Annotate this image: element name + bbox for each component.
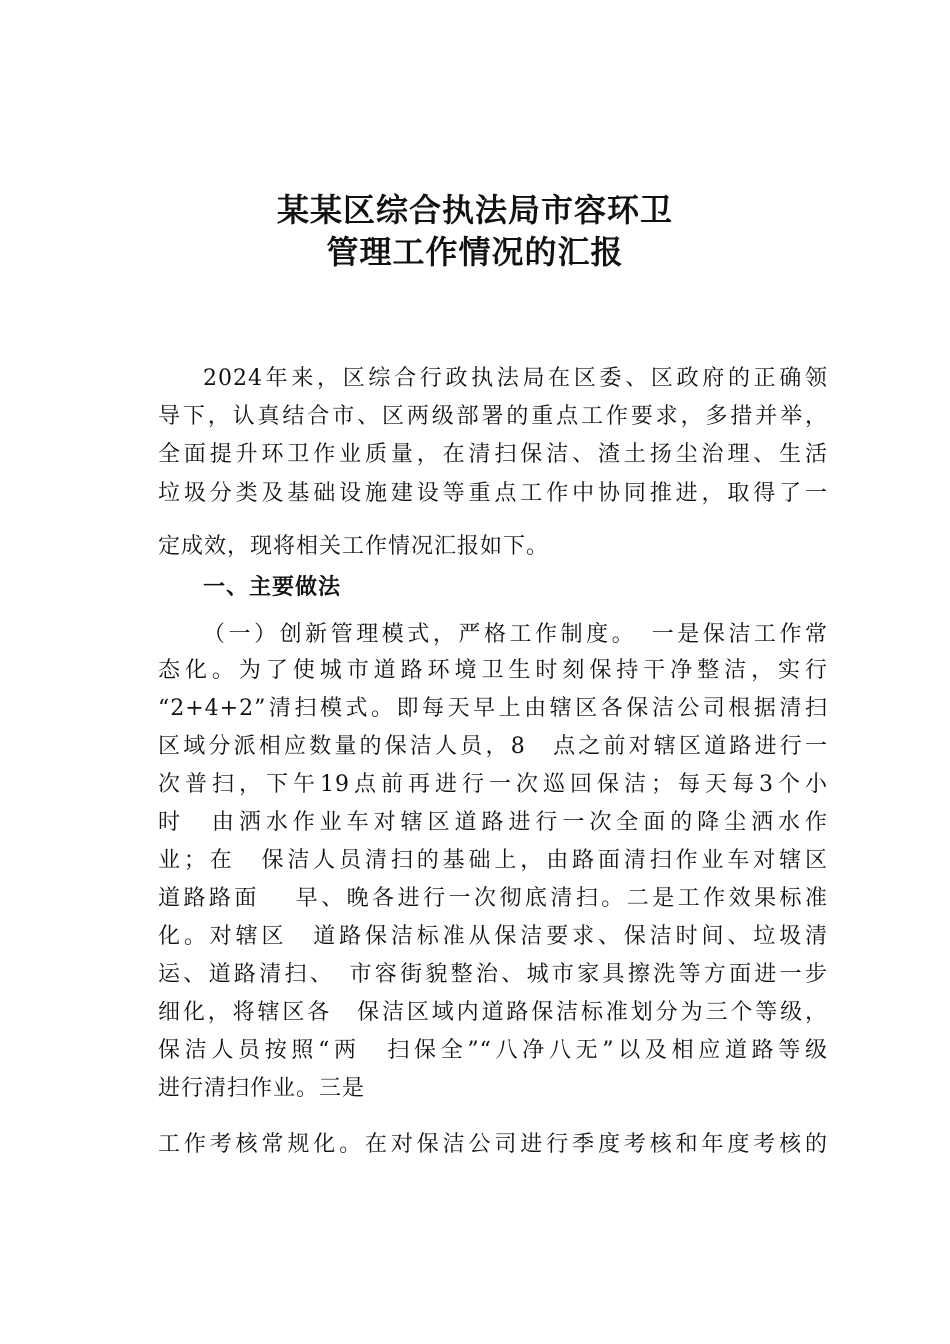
body-line-5: 次普扫，下午19点前再进行一次巡回保洁；每天每3个小	[158, 772, 828, 797]
body-line-8: 道路路面 早、晚各进行一次彻底清扫。二是工作效果标准	[158, 886, 828, 911]
intro-line-2: 导下，认真结合市、区两级部署的重点工作要求，多措并举，	[158, 404, 828, 429]
body-line-12: 保洁人员按照“两 扫保全”“八净八无”以及相应道路等级	[158, 1038, 828, 1063]
body-line-2: 态化。为了使城市道路环境卫生时刻保持干净整洁，实行	[158, 658, 828, 683]
body-line-6: 时 由洒水作业车对辖区道路进行一次全面的降尘洒水作	[158, 810, 828, 835]
intro-line-1: 2024年来，区综合行政执法局在区委、区政府的正确领	[203, 366, 828, 391]
body-line-11: 细化，将辖区各 保洁区域内道路保洁标准划分为三个等级，	[158, 1000, 828, 1025]
body-line-3: “2+4+2”清扫模式。即每天早上由辖区各保洁公司根据清扫	[158, 696, 828, 721]
document-title-line-2: 管理工作情况的汇报	[326, 233, 624, 271]
continuation-line: 工作考核常规化。在对保洁公司进行季度考核和年度考核的	[158, 1132, 828, 1157]
intro-line-4: 垃圾分类及基础设施建设等重点工作中协同推进，取得了一	[158, 481, 828, 506]
intro-line-3: 全面提升环卫作业质量，在清扫保洁、渣土扬尘治理、生活	[158, 442, 828, 467]
body-line-9: 化。对辖区 道路保洁标准从保洁要求、保洁时间、垃圾清	[158, 924, 828, 949]
section-heading: 一、主要做法	[203, 575, 342, 600]
body-line-1: （一）创新管理模式，严格工作制度。 一是保洁工作常	[203, 622, 828, 647]
intro-line-5: 定成效，现将相关工作情况汇报如下。	[158, 534, 550, 559]
body-line-10: 运、道路清扫、 市容街貌整治、城市家具擦洗等方面进一步	[158, 962, 828, 987]
body-line-4: 区域分派相应数量的保洁人员，8 点之前对辖区道路进行一	[158, 734, 828, 759]
body-line-13: 进行清扫作业。三是	[158, 1076, 366, 1101]
document-title-line-1: 某某区综合执法局市容环卫	[276, 191, 673, 229]
body-line-7: 业；在 保洁人员清扫的基础上，由路面清扫作业车对辖区	[158, 848, 828, 873]
